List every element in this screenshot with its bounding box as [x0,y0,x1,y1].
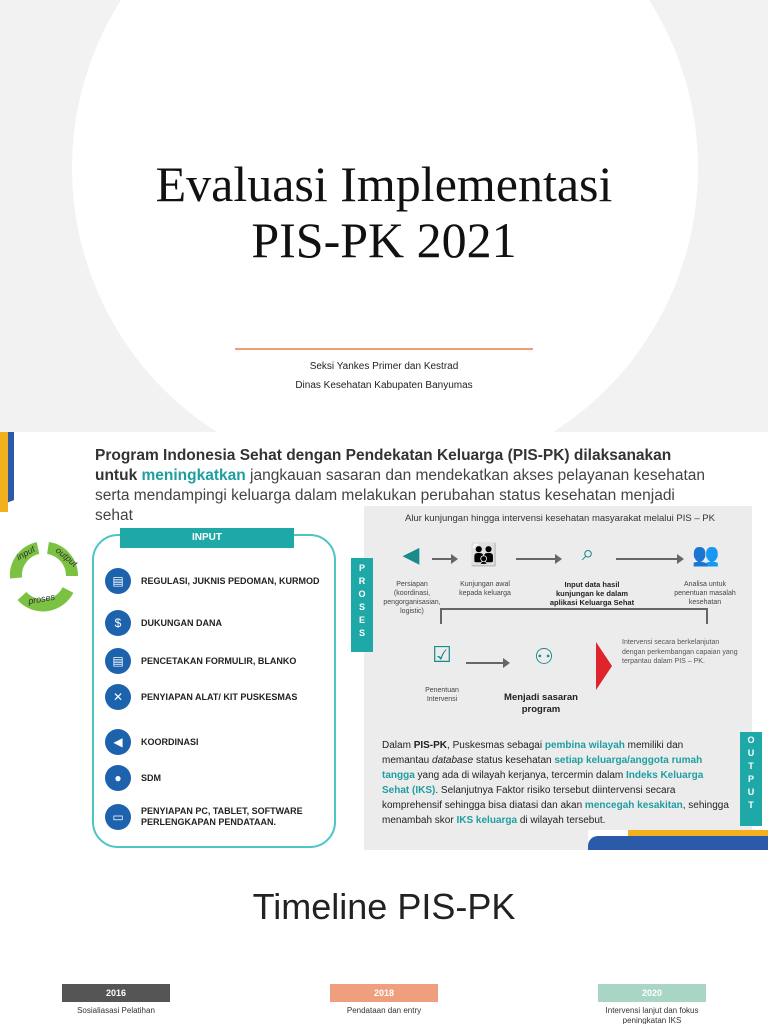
flow-arrow [516,558,560,560]
flow-arrow [466,662,508,664]
title-line-2: PIS-PK 2021 [251,212,517,268]
tag-letter: E [358,615,365,625]
tag-letter: U [747,787,755,797]
tag-letter: P [358,563,365,573]
search-chart-icon: ⌕ [581,540,595,565]
form-icon: ▤ [105,648,131,674]
input-item-sdm [105,765,321,791]
input-item-label: SDM [141,772,161,783]
intervention-note: Intervensi secara berkelanjutan dengan perkembangan capaian yang terpantau dalam PIS – PK. [622,639,738,665]
title-divider [235,348,533,350]
money-icon: $ [105,610,131,636]
flow-step-persiapan: Persiapan (koordinasi, pengorganisasian, logistic) [383,581,441,615]
tag-letter: T [748,761,754,771]
tag-letter: U [747,748,755,758]
para-text: . Selanjutnya Faktor risiko tersebut diintervensi secara komprehensif sehingga bisa diatasi dan akan [382,785,676,811]
flow-title: Alur kunjungan hingga intervensi kesehatan masyarakat melalui PIS – PK [405,513,715,524]
timeline-year-2020: 2020 [598,984,706,1002]
corner-decoration-yellow [0,432,8,512]
input-output-cycle [6,538,82,614]
tools-icon: ✕ [105,684,131,710]
para-bold: PIS-PK [413,740,448,751]
checklist-icon: ☑ [432,642,452,667]
title-line-1: Evaluasi Implementasi [155,156,613,212]
flow-step-kunjungan: Kunjungan awal kepada keluarga [459,581,511,597]
input-item-koordinasi [105,729,321,755]
tag-letter: S [358,602,365,612]
input-item-label: KOORDINASI [141,736,199,747]
presentation-title [0,156,768,268]
timeline-note-2020: Intervensi lanjut dan fokus peningkatan IKS [605,1006,699,1024]
para-text: status kesehatan [473,755,555,766]
para-highlight: mencegah kesakitan [584,800,683,811]
input-item-formulir [105,648,321,674]
input-item-label: DUKUNGAN DANA [141,617,222,628]
output-arrow-marker [596,642,612,690]
headline-highlight: meningkatkan [141,467,246,484]
tag-letter: O [358,589,366,599]
input-item-label: PENYIAPAN ALAT/ KIT PUSKESMAS [141,691,298,702]
timeline-year-2016: 2016 [62,984,170,1002]
subtitle-agency: Dinas Kesehatan Kabupaten Banyumas [295,380,473,391]
para-highlight: setiap keluarga/anggota rumah tangga [382,755,703,781]
flow-return-connector [440,608,708,624]
tag-letter: P [747,774,754,784]
tag-letter: T [748,800,754,810]
cycle-label-proses: proses [27,591,56,607]
cycle-label-input: input [14,543,37,563]
input-item-pc [105,804,321,830]
para-italic: database [432,755,474,766]
tag-letter: S [358,628,365,638]
input-item-label: PENYIAPAN PC, TABLET, SOFTWARE PERLENGKAPAN PENDATAAN. [141,806,303,827]
headline-bold: Program Indonesia Sehat dengan Pendekatan Keluarga (PIS-PK) dilaksanakan untuk [95,447,672,484]
input-item-dana [105,610,321,636]
input-item-regulasi [105,568,321,594]
input-item-alat [105,684,321,710]
timeline-note-2016: Sosialiasasi Pelatihan [77,1006,155,1015]
subtitle-department: Seksi Yankes Primer dan Kestrad [309,361,459,372]
flow-step-penentuan: Penentuan Intervensi [425,687,459,703]
output-description [382,738,732,828]
timeline-slide [0,862,768,1024]
people-icon: 👥 [692,542,720,567]
headline-rest: jangkauan sasaran dan mendekatkan akses pelayanan kesehatan serta mendampingi keluarga dalam melakukan perubahan status kesehatan menjadi sehat [95,467,706,524]
target-group-icon: ⚇ [534,644,554,669]
flow-arrow [616,558,682,560]
para-text: , sehingga menambah skor [382,800,729,826]
people-icon: ● [105,765,131,791]
para-text: Dalam [382,740,414,751]
input-item-label: PENCETAKAN FORMULIR, BLANKO [141,655,297,666]
family-icon: 👪 [470,542,498,567]
timeline-title: Timeline PIS-PK [252,886,516,927]
timeline-note-2018: Pendataan dan entry [346,1006,422,1015]
document-icon: ▤ [105,568,131,594]
input-label: INPUT [120,528,294,548]
para-highlight: Indeks Keluarga Sehat (IKS) [382,770,704,796]
flow-step-sasaran: Menjadi sasaran program [504,692,578,715]
corner-decoration-bottom [588,830,768,862]
input-item-label: REGULASI, JUKNIS PEDOMAN, KURMOD [141,575,320,586]
para-text: di wilayah tersebut. [517,815,606,826]
timeline-year-2018: 2018 [330,984,438,1002]
para-text: memiliki dan memantau [382,740,684,766]
megaphone-icon: ◀ [402,542,420,567]
para-text: , Puskesmas sebagai [447,740,545,751]
para-highlight: pembina wilayah [544,740,625,751]
flow-step-input-data: Input data hasil kunjungan ke dalam aplikasi Keluarga Sehat [549,580,635,607]
title-slide [0,0,768,432]
flow-arrow [432,558,456,560]
para-text: yang ada di wilayah kerjanya, tercermin dalam [414,770,626,781]
corner-bar-blue [588,836,768,850]
megaphone-icon: ◀ [105,729,131,755]
cycle-label-output: output [53,545,80,569]
computer-icon: ▭ [105,804,131,830]
flow-step-analisa: Analisa untuk penentuan masalah kesehatan [674,581,736,606]
tag-letter: O [747,735,755,745]
para-highlight: IKS keluarga [456,815,518,826]
proses-label [351,558,373,652]
tag-letter: R [358,576,366,586]
pis-pk-overview-slide [0,432,768,862]
output-label [740,732,762,826]
